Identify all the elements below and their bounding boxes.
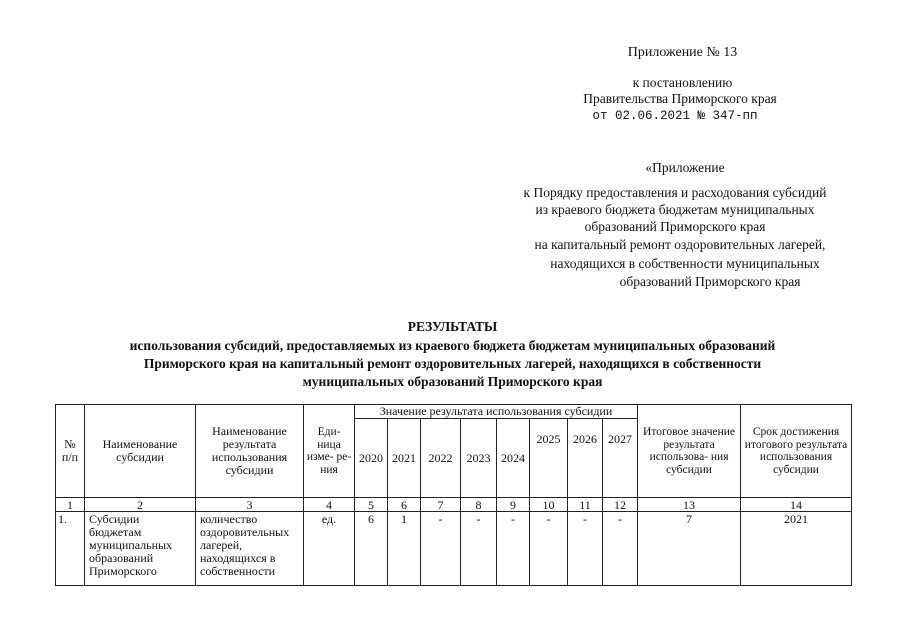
row-num: 1.	[56, 512, 85, 586]
title-line-1: использования субсидий, предоставляемых из краевого бюджета бюджетам муниципальных образований	[129, 338, 776, 353]
header-values-group: Значение результата использования субсидии	[355, 405, 638, 419]
row-value-2024: -	[497, 512, 530, 586]
year-2024: 2024	[497, 419, 530, 498]
resolution-date: от 02.06.2021 № 347-пп	[592, 109, 758, 123]
row-unit: ед.	[304, 512, 355, 586]
row-result-name: количество оздоровительных лагерей, находящихся в собственности	[196, 512, 304, 586]
title-line-3: муниципальных образований Приморского края	[302, 374, 603, 389]
col-num-13: 13	[638, 498, 741, 512]
col-num-4: 4	[304, 498, 355, 512]
header-unit: Еди- ница изме- ре- ния	[304, 405, 355, 498]
col-num-6: 6	[388, 498, 421, 512]
year-2023: 2023	[461, 419, 497, 498]
header-result-name: Наименование результата использования субсидии	[196, 405, 304, 498]
row-value-2027: -	[603, 512, 638, 586]
col-num-14: 14	[741, 498, 852, 512]
col-num-1: 1	[56, 498, 85, 512]
sub-appendix-line-5: находящихся в собственности муниципальных	[550, 256, 820, 271]
title-line-2: Приморского края на капитальный ремонт оздоровительных лагерей, находящихся в собственности	[143, 356, 762, 371]
year-2020: 2020	[355, 419, 388, 498]
sub-appendix-label: «Приложение	[645, 160, 725, 175]
appendix-number: Приложение № 13	[627, 45, 738, 60]
col-num-5: 5	[355, 498, 388, 512]
sub-appendix-line-2: из краевого бюджета бюджетам муниципальных	[535, 202, 815, 217]
header-subsidy-name: Наименование субсидии	[85, 405, 196, 498]
row-subsidy-name: Субсидии бюджетам муниципальных образований Приморского	[85, 512, 196, 586]
sub-appendix-line-1: к Порядку предоставления и расходования субсидий	[523, 185, 827, 200]
year-2026: 2026	[568, 419, 603, 498]
year-2022: 2022	[421, 419, 461, 498]
year-2025: 2025	[530, 419, 568, 498]
col-num-2: 2	[85, 498, 196, 512]
table-row	[56, 512, 852, 586]
col-num-10: 10	[530, 498, 568, 512]
row-value-2020: 6	[355, 512, 388, 586]
sub-appendix-line-6: образований Приморского края	[619, 274, 801, 289]
col-num-12: 12	[603, 498, 638, 512]
header-deadline: Срок достижения итогового результата использования субсидии	[741, 405, 852, 498]
document-title: РЕЗУЛЬТАТЫ	[407, 319, 498, 334]
government-name: Правительства Приморского края	[583, 91, 777, 106]
col-num-9: 9	[497, 498, 530, 512]
year-2027: 2027	[603, 419, 638, 498]
row-value-2025: -	[530, 512, 568, 586]
resolution-reference: к постановлению	[632, 75, 733, 90]
header-row-1	[56, 405, 852, 419]
sub-appendix-line-3: образований Приморского края	[584, 219, 766, 234]
row-value-2022: -	[421, 512, 461, 586]
row-value-2021: 1	[388, 512, 421, 586]
col-num-7: 7	[421, 498, 461, 512]
col-num-3: 3	[196, 498, 304, 512]
row-final-value: 7	[638, 512, 741, 586]
column-number-row	[56, 498, 852, 512]
row-value-2023: -	[461, 512, 497, 586]
header-num: № п/п	[56, 405, 85, 498]
col-num-8: 8	[461, 498, 497, 512]
row-deadline: 2021	[741, 512, 852, 586]
col-num-11: 11	[568, 498, 603, 512]
year-2021: 2021	[388, 419, 421, 498]
results-table	[55, 404, 852, 586]
sub-appendix-line-4: на капитальный ремонт оздоровительных лагерей,	[534, 237, 826, 252]
header-final-value: Итоговое значение результата использова- ния субсидии	[638, 405, 741, 498]
row-value-2026: -	[568, 512, 603, 586]
